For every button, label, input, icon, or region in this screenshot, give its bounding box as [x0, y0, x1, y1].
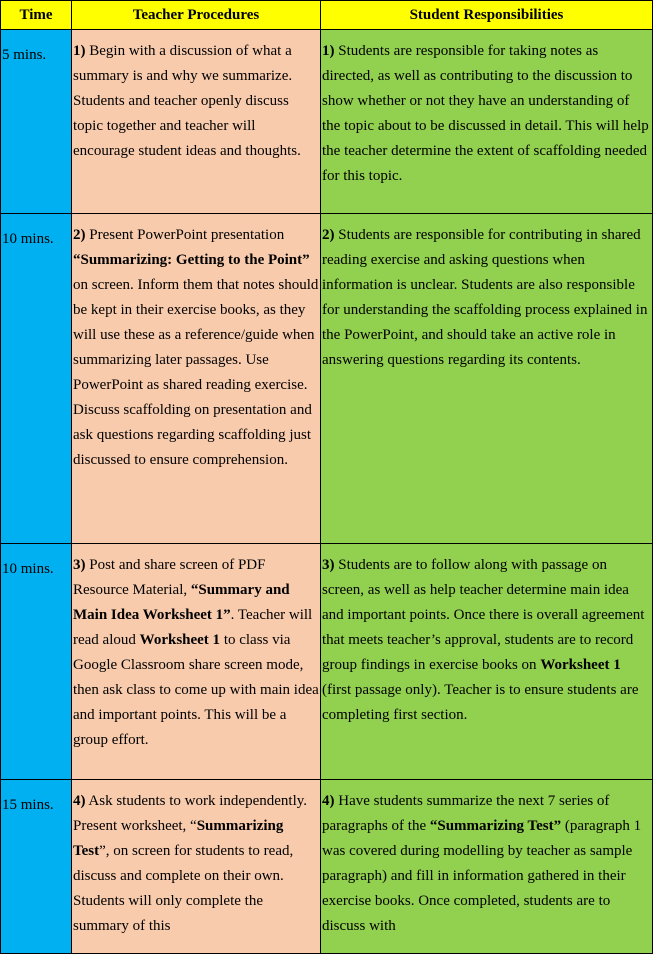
bold-text: 3): [73, 557, 86, 573]
table-row: [1, 30, 653, 214]
table-row: [1, 544, 653, 780]
bold-text: 4): [73, 793, 86, 809]
bold-text: Summarizing Test: [73, 818, 284, 859]
bold-text: 1): [73, 43, 86, 59]
time-cell: 10 mins.: [1, 544, 72, 780]
bold-text: 4): [322, 793, 335, 809]
header-time: Time: [1, 1, 72, 30]
bold-text: Worksheet 1: [540, 657, 621, 673]
bold-text: “Summarizing: Getting to the Point”: [73, 252, 310, 268]
time-cell: 10 mins.: [1, 214, 72, 544]
bold-text: 1): [322, 43, 335, 59]
student-responsibility-cell: 3) Students are to follow along with passage on screen, as well as help teacher determine main idea and important points. Once there is overall agreement that meets teacher’s approval, students are to record group findings in exercise books on Worksheet 1 (first passage only). Teacher is to ensure students are completing first section.: [321, 544, 653, 780]
table-row: [1, 780, 653, 954]
teacher-procedure-cell: 3) Post and share screen of PDF Resource Material, “Summary and Main Idea Worksheet 1”. Teacher will read aloud Worksheet 1 to class via Google Classroom share screen mode, then ask class to come up with main idea and important points. This will be a group effort.: [72, 544, 321, 780]
bold-text: 2): [322, 227, 335, 243]
student-responsibility-cell: 4) Have students summarize the next 7 series of paragraphs of the “Summarizing Test” (paragraph 1 was covered during modelling by teacher as sample paragraph) and fill in information gathered in their exercise books. Once completed, students are to discuss with: [321, 780, 653, 954]
header-row: [1, 1, 653, 30]
header-student-responsibilities: Student Responsibilities: [321, 1, 653, 30]
header-teacher-procedures: Teacher Procedures: [72, 1, 321, 30]
bold-text: “Summarizing Test”: [429, 818, 562, 834]
time-cell: 15 mins.: [1, 780, 72, 954]
teacher-procedure-cell: 2) Present PowerPoint presentation “Summarizing: Getting to the Point” on screen. Inform them that notes should be kept in their exercise books, as they will use these as a reference/guide when summarizing later passages. Use PowerPoint as shared reading exercise. Discuss scaffolding on presentation and ask questions regarding scaffolding just discussed to ensure comprehension.: [72, 214, 321, 544]
teacher-procedure-cell: 4) Ask students to work independently. Present worksheet, “Summarizing Test”, on screen for students to read, discuss and complete on their own. Students will only complete the summary of this: [72, 780, 321, 954]
student-responsibility-cell: 2) Students are responsible for contributing in shared reading exercise and asking questions when information is unclear. Students are also responsible for understanding the scaffolding process explained in the PowerPoint, and should take an active role in answering questions regarding its contents.: [321, 214, 653, 544]
table-row: [1, 214, 653, 544]
bold-text: Worksheet 1: [139, 632, 221, 648]
bold-text: 3): [322, 557, 335, 573]
teacher-procedure-cell: 1) Begin with a discussion of what a summary is and why we summarize. Students and teacher openly discuss topic together and teacher will encourage student ideas and thoughts.: [72, 30, 321, 214]
time-cell: 5 mins.: [1, 30, 72, 214]
bold-text: “Summary and Main Idea Worksheet 1”: [73, 582, 290, 623]
bold-text: 2): [73, 227, 86, 243]
student-responsibility-cell: 1) Students are responsible for taking notes as directed, as well as contributing to the discussion to show whether or not they have an understanding of the topic about to be discussed in detail. This will help the teacher determine the extent of scaffolding needed for this topic.: [321, 30, 653, 214]
